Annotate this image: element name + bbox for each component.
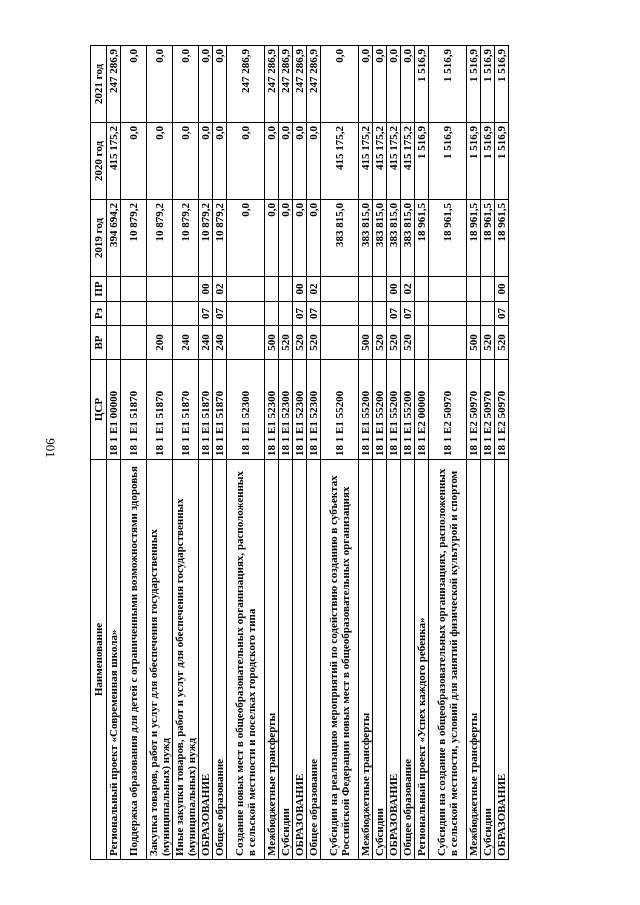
cell-2021: 0,0: [147, 46, 173, 123]
cell-vr: 520: [293, 326, 307, 360]
cell-2020: 1 516,9: [481, 123, 495, 200]
cell-pr: [467, 277, 481, 302]
cell-pr: 02: [213, 277, 227, 302]
cell-rz: [107, 302, 121, 326]
cell-rz: [321, 302, 359, 326]
cell-2019: 383 815,0: [401, 200, 415, 277]
cell-2021: 1 516,9: [429, 46, 467, 123]
table-row: [373, 46, 387, 860]
cell-2021: 247 286,9: [293, 46, 307, 123]
table-row: [279, 46, 293, 860]
cell-2020: 1 516,9: [495, 123, 509, 200]
cell-csr: 18 1 E1 55200: [373, 360, 387, 460]
cell-2019: 0,0: [265, 200, 279, 277]
cell-vr: [107, 326, 121, 360]
cell-2021: 0,0: [359, 46, 373, 123]
table-row: [359, 46, 373, 860]
cell-vr: [227, 326, 265, 360]
cell-2020: 0,0: [121, 123, 147, 200]
cell-name: Общее образование: [401, 460, 415, 860]
header-rz: Рз: [91, 302, 107, 326]
cell-name: Региональный проект «Современная школа»: [107, 460, 121, 860]
cell-2021: 1 516,9: [481, 46, 495, 123]
cell-name: Субсидии на реализацию мероприятий по содействию созданию в субъектах Российской Федерации новых мест в общеобразовательных организациях: [321, 460, 359, 860]
cell-csr: 18 1 E2 50970: [481, 360, 495, 460]
cell-2020: 415 175,2: [107, 123, 121, 200]
cell-csr: 18 1 E1 52300: [307, 360, 321, 460]
cell-csr: 18 1 E1 55200: [359, 360, 373, 460]
cell-rz: [429, 302, 467, 326]
cell-vr: [429, 326, 467, 360]
cell-vr: 520: [387, 326, 401, 360]
cell-name: ОБРАЗОВАНИЕ: [495, 460, 509, 860]
cell-vr: 240: [173, 326, 199, 360]
cell-2021: 1 516,9: [415, 46, 429, 123]
table-row: [265, 46, 279, 860]
table-row: [199, 46, 213, 860]
cell-name: Иные закупки товаров, работ и услуг для обеспечения государственных (муниципальных) нужд: [173, 460, 199, 860]
table-row: [213, 46, 227, 860]
cell-2021: 0,0: [373, 46, 387, 123]
cell-2021: 247 286,9: [279, 46, 293, 123]
cell-2021: 247 286,9: [265, 46, 279, 123]
cell-csr: 18 1 E1 52300: [227, 360, 265, 460]
cell-2021: 247 286,9: [107, 46, 121, 123]
cell-vr: 520: [279, 326, 293, 360]
table-row: [147, 46, 173, 860]
header-name: Наименование: [91, 460, 107, 860]
cell-pr: [107, 277, 121, 302]
cell-pr: 00: [387, 277, 401, 302]
cell-2019: 10 879,2: [147, 200, 173, 277]
cell-2019: 10 879,2: [213, 200, 227, 277]
cell-2019: 18 961,5: [495, 200, 509, 277]
table-row: [415, 46, 429, 860]
cell-pr: 00: [199, 277, 213, 302]
header-2020: 2020 год: [91, 123, 107, 200]
table-row: [293, 46, 307, 860]
cell-pr: [121, 277, 147, 302]
table-row: [495, 46, 509, 860]
cell-2019: 0,0: [293, 200, 307, 277]
cell-2020: 0,0: [307, 123, 321, 200]
cell-2020: 415 175,2: [321, 123, 359, 200]
cell-rz: [415, 302, 429, 326]
budget-table: [90, 45, 509, 860]
cell-pr: [429, 277, 467, 302]
cell-name: Субсидии: [481, 460, 495, 860]
header-2019: 2019 год: [91, 200, 107, 277]
cell-2020: 1 516,9: [415, 123, 429, 200]
table-row: [401, 46, 415, 860]
cell-2021: 0,0: [121, 46, 147, 123]
cell-pr: [415, 277, 429, 302]
cell-rz: 07: [199, 302, 213, 326]
cell-2021: 0,0: [387, 46, 401, 123]
cell-pr: [147, 277, 173, 302]
cell-csr: 18 1 E2 50970: [495, 360, 509, 460]
cell-2021: 0,0: [173, 46, 199, 123]
cell-rz: [173, 302, 199, 326]
cell-vr: [121, 326, 147, 360]
cell-2020: 1 516,9: [467, 123, 481, 200]
table-row: [429, 46, 467, 860]
cell-rz: 07: [293, 302, 307, 326]
cell-rz: [227, 302, 265, 326]
cell-pr: [373, 277, 387, 302]
cell-name: Создание новых мест в общеобразовательных организациях, расположенных в сельской местности и поселках городского типа: [227, 460, 265, 860]
cell-name: Общее образование: [213, 460, 227, 860]
cell-2019: 10 879,2: [173, 200, 199, 277]
cell-2020: 0,0: [293, 123, 307, 200]
cell-name: Субсидии: [373, 460, 387, 860]
cell-2019: 0,0: [227, 200, 265, 277]
table-row: [307, 46, 321, 860]
cell-2020: 415 175,2: [373, 123, 387, 200]
cell-2021: 0,0: [213, 46, 227, 123]
cell-2019: 0,0: [307, 200, 321, 277]
cell-csr: 18 1 E1 52300: [279, 360, 293, 460]
cell-rz: [373, 302, 387, 326]
cell-2021: 1 516,9: [467, 46, 481, 123]
cell-csr: 18 1 E1 00000: [107, 360, 121, 460]
cell-pr: 00: [495, 277, 509, 302]
cell-name: Субсидии: [279, 460, 293, 860]
header-pr: ПР: [91, 277, 107, 302]
cell-vr: 500: [359, 326, 373, 360]
cell-rz: [359, 302, 373, 326]
cell-name: ОБРАЗОВАНИЕ: [293, 460, 307, 860]
cell-rz: 07: [213, 302, 227, 326]
cell-2020: 0,0: [227, 123, 265, 200]
cell-rz: 07: [307, 302, 321, 326]
cell-rz: [481, 302, 495, 326]
cell-csr: 18 1 E1 51870: [199, 360, 213, 460]
cell-rz: [467, 302, 481, 326]
cell-name: Межбюджетные трансферты: [265, 460, 279, 860]
cell-csr: 18 1 E1 51870: [213, 360, 227, 460]
cell-name: Общее образование: [307, 460, 321, 860]
cell-2020: 0,0: [147, 123, 173, 200]
cell-vr: 520: [481, 326, 495, 360]
cell-2019: 18 961,5: [481, 200, 495, 277]
cell-csr: 18 1 E1 55200: [401, 360, 415, 460]
cell-csr: 18 1 E1 52300: [293, 360, 307, 460]
cell-2019: 18 961,5: [429, 200, 467, 277]
cell-2021: 1 516,9: [495, 46, 509, 123]
table-row: [481, 46, 495, 860]
cell-2021: 0,0: [321, 46, 359, 123]
cell-name: Закупка товаров, работ и услуг для обеспечения государственных (муниципальных) нужд: [147, 460, 173, 860]
cell-csr: 18 1 E2 50970: [467, 360, 481, 460]
cell-pr: 02: [401, 277, 415, 302]
cell-csr: 18 1 E1 52300: [265, 360, 279, 460]
cell-name: Региональный проект «Успех каждого ребенка»: [415, 460, 429, 860]
cell-2020: 0,0: [279, 123, 293, 200]
cell-2021: 247 286,9: [227, 46, 265, 123]
cell-vr: [415, 326, 429, 360]
rotated-page: [90, 45, 545, 860]
cell-csr: 18 1 E2 00000: [415, 360, 429, 460]
table-header-row: [91, 46, 107, 860]
cell-2020: 0,0: [173, 123, 199, 200]
cell-csr: 18 1 E1 55200: [321, 360, 359, 460]
table-row: [227, 46, 265, 860]
cell-vr: 500: [467, 326, 481, 360]
cell-vr: 520: [401, 326, 415, 360]
cell-rz: 07: [401, 302, 415, 326]
cell-rz: [265, 302, 279, 326]
cell-rz: [147, 302, 173, 326]
table-row: [121, 46, 147, 860]
table-row: [173, 46, 199, 860]
cell-2021: 0,0: [401, 46, 415, 123]
cell-rz: 07: [495, 302, 509, 326]
cell-vr: 240: [213, 326, 227, 360]
cell-2021: 0,0: [199, 46, 213, 123]
cell-2020: 415 175,2: [387, 123, 401, 200]
cell-name: ОБРАЗОВАНИЕ: [199, 460, 213, 860]
table-row: [107, 46, 121, 860]
cell-2019: 18 961,5: [415, 200, 429, 277]
cell-rz: [121, 302, 147, 326]
cell-name: ОБРАЗОВАНИЕ: [387, 460, 401, 860]
cell-name: Поддержка образования для детей с ограниченными возможностями здоровья: [121, 460, 147, 860]
cell-rz: 07: [387, 302, 401, 326]
cell-pr: [279, 277, 293, 302]
cell-pr: [173, 277, 199, 302]
table-row: [467, 46, 481, 860]
cell-name: Межбюджетные трансферты: [467, 460, 481, 860]
cell-vr: 520: [373, 326, 387, 360]
cell-2019: 0,0: [279, 200, 293, 277]
table-row: [387, 46, 401, 860]
header-2021: 2021 год: [91, 46, 107, 123]
header-csr: ЦСР: [91, 360, 107, 460]
cell-pr: [321, 277, 359, 302]
cell-2020: 1 516,9: [429, 123, 467, 200]
cell-vr: 500: [265, 326, 279, 360]
cell-csr: 18 1 E2 50970: [429, 360, 467, 460]
cell-csr: 18 1 E1 51870: [147, 360, 173, 460]
cell-vr: 520: [307, 326, 321, 360]
cell-2019: 383 815,0: [359, 200, 373, 277]
cell-2021: 247 286,9: [307, 46, 321, 123]
header-vr: ВР: [91, 326, 107, 360]
cell-2019: 394 694,2: [107, 200, 121, 277]
cell-csr: 18 1 E1 55200: [387, 360, 401, 460]
cell-2019: 10 879,2: [121, 200, 147, 277]
cell-pr: [359, 277, 373, 302]
cell-csr: 18 1 E1 51870: [173, 360, 199, 460]
cell-2019: 10 879,2: [199, 200, 213, 277]
cell-2020: 415 175,2: [359, 123, 373, 200]
cell-vr: 240: [199, 326, 213, 360]
cell-2020: 415 175,2: [401, 123, 415, 200]
cell-2020: 0,0: [265, 123, 279, 200]
cell-2019: 18 961,5: [467, 200, 481, 277]
cell-pr: [227, 277, 265, 302]
cell-pr: 00: [293, 277, 307, 302]
cell-name: Межбюджетные трансферты: [359, 460, 373, 860]
cell-pr: [265, 277, 279, 302]
cell-name: Субсидии на создание в общеобразовательных организациях, расположенных в сельской местности, условий для занятий физической культурой и спортом: [429, 460, 467, 860]
cell-2019: 383 815,0: [321, 200, 359, 277]
table-body: [107, 46, 509, 860]
cell-pr: 02: [307, 277, 321, 302]
cell-2020: 0,0: [199, 123, 213, 200]
cell-2019: 383 815,0: [373, 200, 387, 277]
cell-rz: [279, 302, 293, 326]
cell-csr: 18 1 E1 51870: [121, 360, 147, 460]
table-row: [321, 46, 359, 860]
cell-vr: 200: [147, 326, 173, 360]
cell-pr: [481, 277, 495, 302]
cell-2020: 0,0: [213, 123, 227, 200]
page-number: 901: [42, 438, 58, 458]
cell-vr: [321, 326, 359, 360]
cell-vr: 520: [495, 326, 509, 360]
cell-2019: 383 815,0: [387, 200, 401, 277]
